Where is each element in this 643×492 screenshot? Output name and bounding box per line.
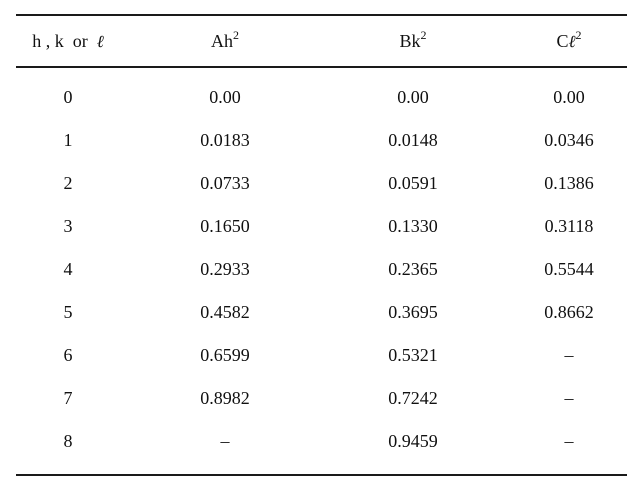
ah2-cell: 0.1650 [200, 216, 250, 236]
ah2-cell: 0.0183 [200, 130, 250, 150]
ah2-cell: 0.00 [209, 87, 241, 107]
cl2-cell: – [564, 431, 574, 451]
cl2-cell: 0.3118 [544, 216, 594, 236]
table-row [16, 163, 627, 203]
table-bottom-rule [16, 474, 627, 476]
index-cell: 2 [63, 173, 73, 193]
cl2-cell: – [564, 388, 574, 408]
index-cell: 4 [63, 259, 73, 279]
ah2-cell: 0.0733 [200, 173, 250, 193]
cl2-cell: – [564, 345, 574, 365]
header-bk2-exp: 2 [420, 28, 427, 42]
header-bk2-base: Bk [399, 31, 421, 51]
header-bk2 [338, 21, 488, 61]
bk2-cell: 0.00 [397, 87, 429, 107]
table-row [16, 77, 627, 117]
header-ah2-base: Ah [211, 31, 233, 51]
table-row [16, 206, 627, 246]
bk2-cell: 0.0591 [388, 173, 438, 193]
index-cell: 1 [63, 130, 73, 150]
index-cell: 8 [63, 431, 73, 451]
header-cl2-exp: 2 [575, 28, 582, 42]
header-cl2-ell: ℓ [568, 32, 576, 52]
cl2-cell: 0.1386 [544, 173, 594, 193]
header-sep: , [41, 31, 55, 51]
table-row [16, 378, 627, 418]
table-row [16, 292, 627, 332]
table-top-rule [16, 14, 627, 16]
index-cell: 0 [63, 87, 73, 107]
header-cl2 [511, 21, 627, 61]
table-header-rule [16, 66, 627, 68]
header-cl2-base: C [556, 31, 569, 51]
bk2-cell: 0.3695 [388, 302, 438, 322]
table-row [16, 120, 627, 160]
index-cell: 6 [63, 345, 73, 365]
ah2-cell: – [220, 431, 230, 451]
bk2-cell: 0.0148 [388, 130, 438, 150]
ah2-cell: 0.6599 [200, 345, 250, 365]
table-row [16, 249, 627, 289]
ah2-cell: 0.2933 [200, 259, 250, 279]
index-cell: 7 [63, 388, 73, 408]
bk2-cell: 0.2365 [388, 259, 438, 279]
bk2-cell: 0.5321 [388, 345, 438, 365]
ah2-cell: 0.8982 [200, 388, 250, 408]
cl2-cell: 0.8662 [544, 302, 594, 322]
ah2-cell: 0.4582 [200, 302, 250, 322]
header-ell: ℓ [96, 32, 104, 52]
index-cell: 5 [63, 302, 73, 322]
header-or: or [63, 31, 97, 51]
header-h: h [32, 31, 42, 51]
cl2-cell: 0.0346 [544, 130, 594, 150]
header-k: k [54, 31, 64, 51]
bk2-cell: 0.9459 [388, 431, 438, 451]
table-row [16, 421, 627, 461]
bk2-cell: 0.7242 [388, 388, 438, 408]
table-row [16, 335, 627, 375]
table-header-row [16, 21, 627, 61]
cl2-cell: 0.00 [553, 87, 585, 107]
cl2-cell: 0.5544 [544, 259, 594, 279]
header-ah2-exp: 2 [233, 28, 239, 42]
header-index [16, 21, 120, 61]
index-cell: 3 [63, 216, 73, 236]
header-ah2 [150, 21, 300, 61]
bk2-cell: 0.1330 [388, 216, 438, 236]
